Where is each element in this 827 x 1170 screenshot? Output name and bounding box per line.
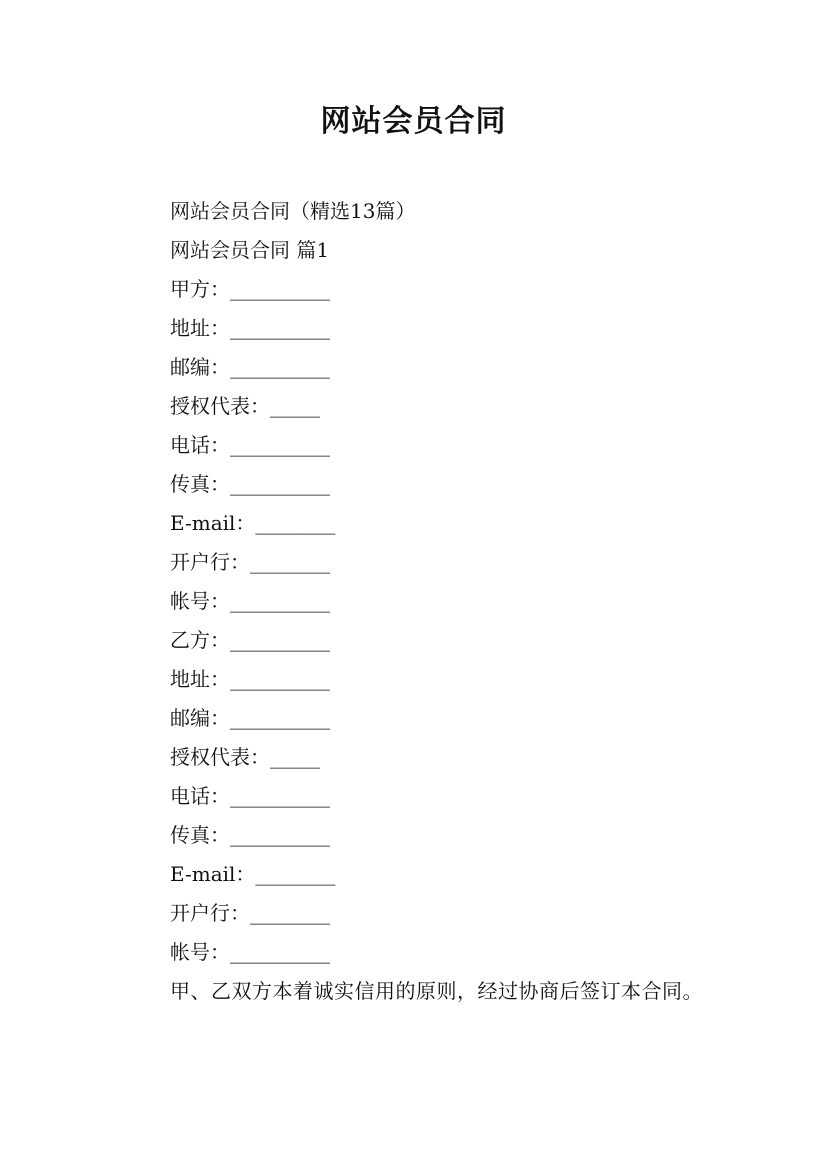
party-b-email-field: E-mail：________: [170, 862, 336, 886]
party-a-phone-field: 电话：__________: [170, 433, 330, 457]
party-b-phone-field: 电话：__________: [170, 784, 330, 808]
party-b-block: [128, 621, 708, 972]
party-b-account-field: 帐号：__________: [170, 940, 330, 964]
party-b-address-field: 地址：__________: [170, 667, 330, 691]
document-subtitle: 网站会员合同（精选13篇）: [170, 199, 416, 223]
party-a-address-field: 地址：__________: [170, 316, 330, 340]
document-body: [128, 192, 708, 1011]
party-a-postcode-field: 邮编：__________: [170, 355, 330, 379]
section-heading: 网站会员合同 篇1: [170, 238, 330, 262]
party-a-block: [128, 270, 708, 621]
document-title: 网站会员合同: [320, 104, 507, 139]
party-a-bank-field: 开户行：________: [170, 550, 330, 574]
party-b-fax-field: 传真：__________: [170, 823, 330, 847]
intro-paragraph: 甲、乙双方本着诚实信用的原则，经过协商后签订本合同。: [170, 979, 703, 1003]
party-a-representative-field: 授权代表：_____: [170, 394, 320, 418]
party-a-fax-field: 传真：__________: [170, 472, 330, 496]
party-b-name-field: 乙方：__________: [170, 628, 330, 652]
party-b-bank-field: 开户行：________: [170, 901, 330, 925]
party-b-representative-field: 授权代表：_____: [170, 745, 320, 769]
party-a-account-field: 帐号：__________: [170, 589, 330, 613]
party-a-name-field: 甲方：__________: [170, 277, 330, 301]
party-b-postcode-field: 邮编：__________: [170, 706, 330, 730]
party-a-email-field: E-mail：________: [170, 511, 336, 535]
